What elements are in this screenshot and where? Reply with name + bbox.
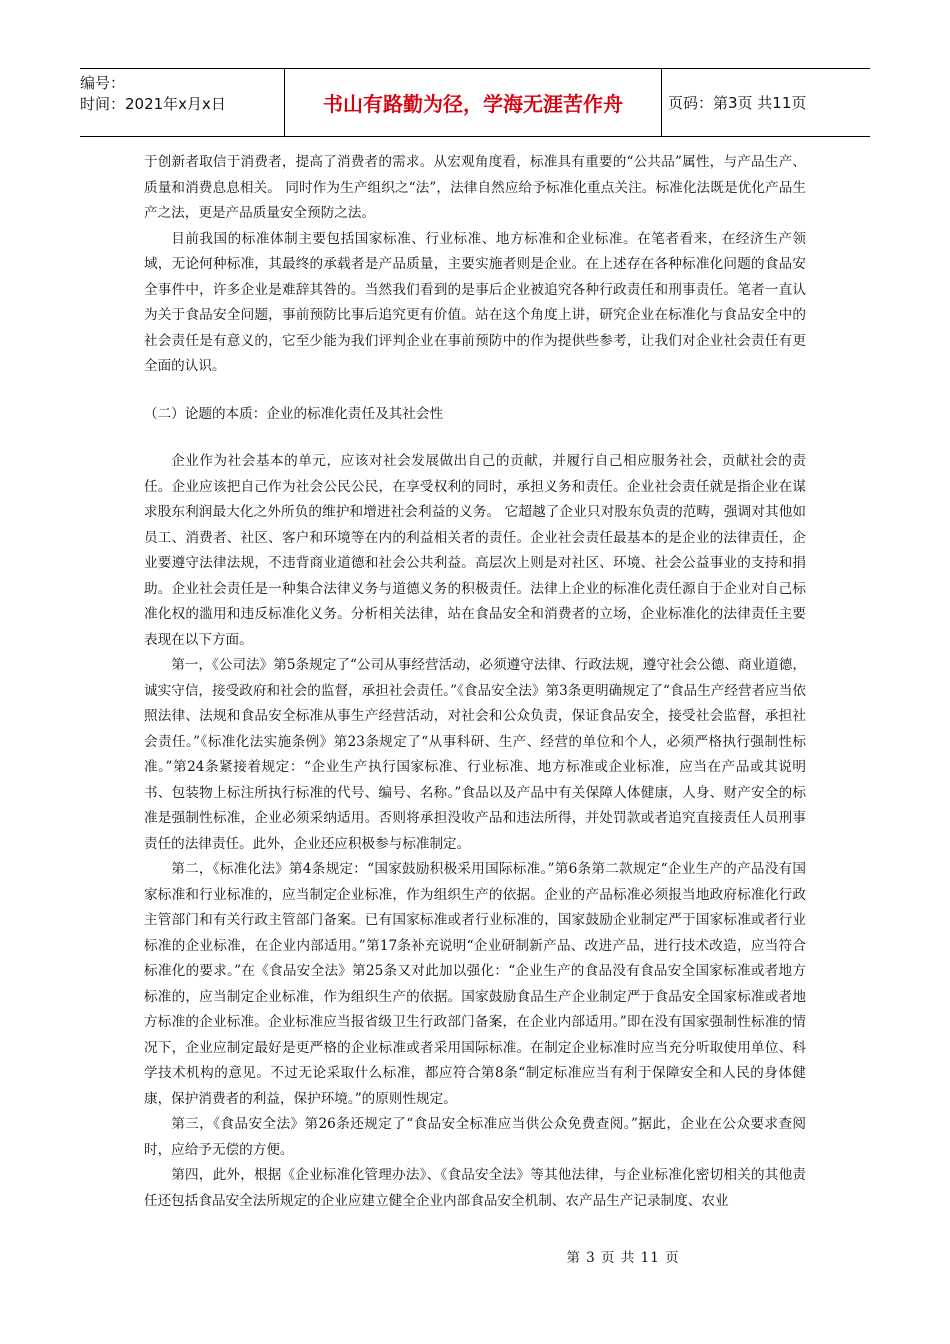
document-body <box>144 150 806 1214</box>
page-header <box>80 68 870 137</box>
paragraph-second: 第二，《标准化法》第4条规定：“国家鼓励积极采用国际标准。”第6条第二款规定“企业生产的产品没有国家标准和行业标准的，应当制定企业标准，作为组织生产的依据。企业的产品标准必须报当地政府标准化行政主管部门和有关行政主管部门备案。已有国家标准或者行业标准的，国家鼓励企业制定严于国家标准或者行业标准的企业标准，在企业内部适用。”第17条补充说明“企业研制新产品、改进产品，进行技术改造，应当符合标准化的要求。”在《食品安全法》第25条又对此加以强化：“企业生产的食品没有食品安全国家标准或者地方标准的，应当制定企业标准，作为组织生产的依据。国家鼓励食品生产企业制定严于食品安全国家标准或者地方标准的企业标准。企业标准应当报省级卫生行政部门备案，在企业内部适用。”即在没有国家强制性标准的情况下，企业应制定最好是更严格的企业标准或者采用国际标准。在制定企业标准时应当充分听取使用单位、科学技术机构的意见。不过无论采取什么标准，都应符合第8条“制定标准应当有利于保障安全和人民的身体健康，保护消费者的利益，保护环境。”的原则性规定。 <box>144 861 806 1107</box>
paragraph-corporate-responsibility: 企业作为社会基本的单元，应该对社会发展做出自己的贡献，并履行自己相应服务社会，贡献社会的责任。企业应该把自己作为社会公民公民，在享受权利的同时，承担义务和责任。企业社会责任就是指企业在谋求股东利润最大化之外所负的维护和增进社会利益的义务。 它超越了企业只对股东负责的范畴，强调对其他如员工、消费者、社区、客户和环境等在内的利益相关者的责任。企业社会责任最基本的是企业的法律责任，企业要遵守法律法规，不违背商业道德和社会公共利益。高层次上则是对社区、环境、社会公益事业的支持和捐助。企业社会责任是一种集合法律义务与道德义务的积极责任。法律上企业的标准化责任源自于企业对自己标准化权的滥用和违反标准化义务。分析相关法律，站在食品安全和消费者的立场，企业标准化的法律责任主要表现在以下方面。 <box>144 453 806 648</box>
document-number-label: 编号： <box>80 74 126 92</box>
header-meta <box>80 69 285 136</box>
paragraph-fourth: 第四，此外，根据《企业标准化管理办法》、《食品安全法》等其他法律，与企业标准化密切相关的其他责任还包括食品安全法所规定的企业应建立健全企业内部食品安全机制、农产品生产记录制度、农业 <box>144 1167 806 1209</box>
paragraph-third: 第三，《食品安全法》第26条还规定了“食品安全标准应当供公众免费查阅。”据此，企业在公众要求查阅时，应给予无偿的方便。 <box>144 1116 806 1158</box>
paragraph-first: 第一，《公司法》第5条规定了“公司从事经营活动，必须遵守法律、行政法规，遵守社会公德、商业道德，诚实守信，接受政府和社会的监督，承担社会责任。”《食品安全法》第3条更明确规定了“食品生产经营者应当依照法律、法规和食品安全标准从事生产经营活动，对社会和公众负责，保证食品安全，接受社会监督，承担社会责任。”《标准化法实施条例》第23条规定了“从事科研、生产、经营的单位和个人，必须严格执行强制性标准。”第24条紧接着规定：“企业生产执行国家标准、行业标准、地方标准或企业标准，应当在产品或其说明书、包装物上标注所执行标准的代号、编号、名称。”食品以及产品中有关保障人体健康，人身、财产安全的标准是强制性标准，企业必须采纳适用。否则将承担没收产品和违法所得，并处罚款或者追究直接责任人员刑事责任的法律责任。此外，企业还应积极参与标准制定。 <box>144 657 806 852</box>
paragraph-standards-system: 目前我国的标准体制主要包括国家标准、行业标准、地方标准和企业标准。在笔者看来，在经济生产领域，无论何种标准，其最终的承载者是产品质量，主要实施者则是企业。在上述存在各种标准化问题的食品安全事件中，许多企业是难辞其咎的。当然我们看到的是事后企业被追究各种行政责任和刑事责任。笔者一直认为关于食品安全问题，事前预防比事后追究更有价值。站在这个角度上讲，研究企业在标准化与食品安全中的社会责任是有意义的，它至少能为我们评判企业在事前预防中的作为提供些参考，让我们对企业社会责任有更全面的认识。 <box>144 230 806 374</box>
header-page-info: 页码：第3页 共11页 <box>668 94 807 112</box>
page-footer <box>0 1246 950 1266</box>
section-heading: （二）论题的本质：企业的标准化责任及其社会性 <box>144 405 444 422</box>
paragraph-continuation: 于创新者取信于消费者，提高了消费者的需求。从宏观角度看，标准具有重要的“公共品”属性，与产品生产、质量和消费息息相关。 同时作为生产组织之“法”，法律自然应给予标准化重点关注。标准化法既是优化产品生产之法，更是产品质量安全预防之法。 <box>144 154 806 221</box>
footer-page-number: 第 3 页 共 11 页 <box>566 1250 680 1266</box>
document-date-label: 时间：2021年x月x日 <box>80 95 226 113</box>
header-motto: 书山有路勤为径，学海无涯苦作舟 <box>285 69 662 136</box>
